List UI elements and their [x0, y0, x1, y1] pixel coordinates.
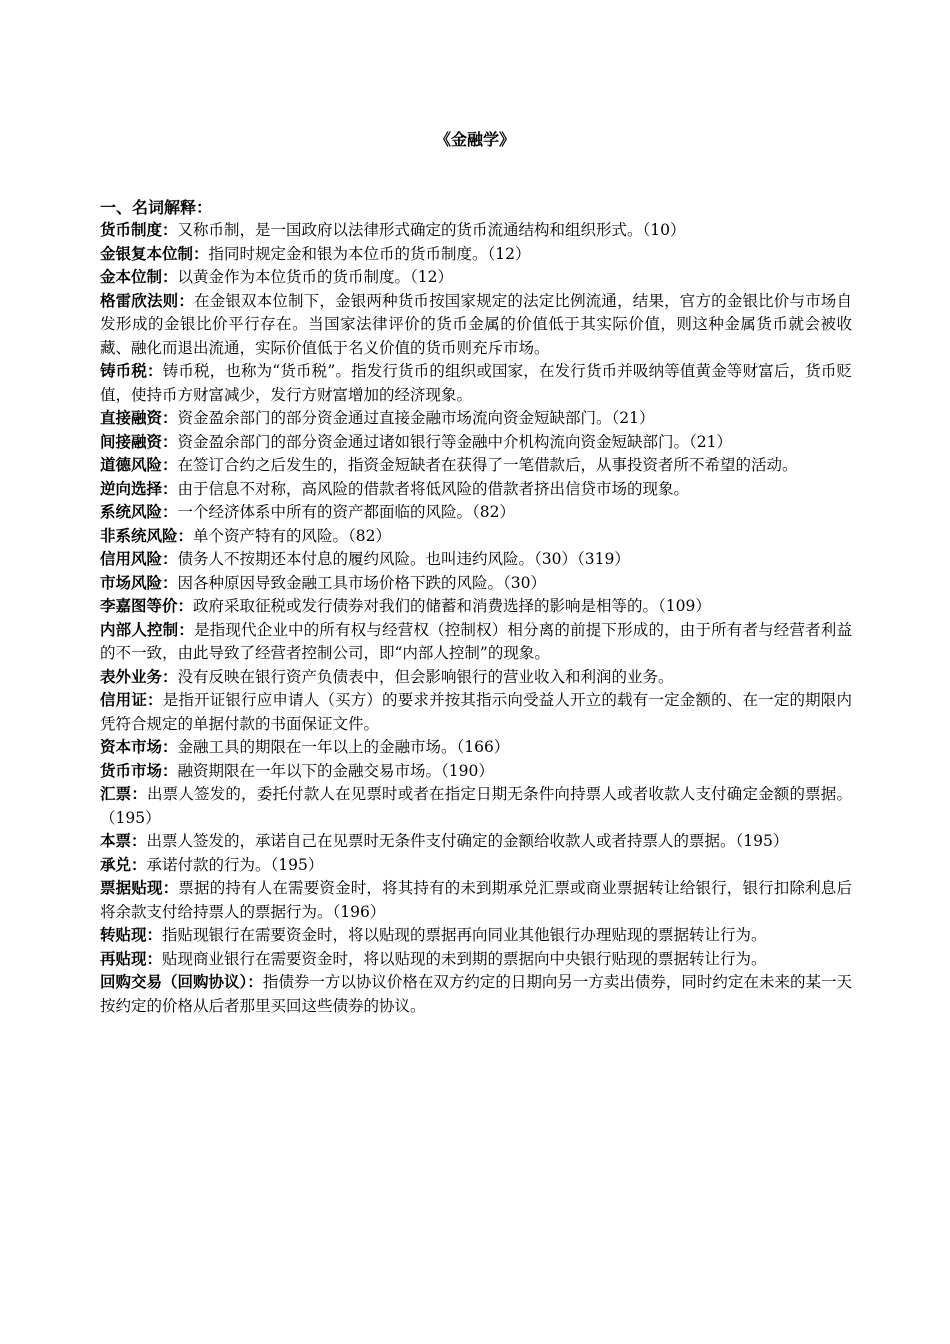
glossary-entry: [100, 548, 852, 572]
glossary-list: [100, 219, 852, 1018]
glossary-separator: ：: [146, 926, 163, 944]
glossary-separator: ：: [162, 667, 178, 686]
glossary-separator: ：: [162, 268, 178, 286]
glossary-term: 格雷欣法则: [100, 291, 179, 310]
glossary-definition: 以黄金作为本位货币的货币制度。（12）: [177, 268, 454, 286]
glossary-definition: 融资期限在一年以下的金融交易市场。（190）: [177, 761, 494, 780]
section-heading: 一、名词解释：: [100, 198, 213, 217]
glossary-definition: 在签订合约之后发生的，指资金短缺者在获得了一笔借款后，从事投资者所不希望的活动。: [177, 456, 798, 474]
glossary-separator: ：: [162, 409, 178, 427]
glossary-term: 信用风险: [100, 550, 163, 568]
glossary-term: 资本市场: [100, 738, 163, 756]
glossary-term: 汇票: [100, 785, 132, 803]
glossary-term: 货币制度: [100, 221, 163, 239]
glossary-entry: [100, 736, 852, 760]
glossary-separator: ：: [131, 832, 147, 850]
glossary-separator: ：: [162, 432, 178, 451]
glossary-entry: [100, 478, 852, 502]
glossary-entry: [100, 619, 852, 666]
glossary-term: 道德风险: [100, 456, 163, 474]
glossary-separator: ：: [162, 573, 178, 592]
glossary-definition: 指贴现银行在需要资金时，将以贴现的票据再向同业其他银行办理贴现的票据转让行为。: [162, 926, 767, 944]
glossary-definition: 一个经济体系中所有的资产都面临的风险。（82）: [177, 503, 516, 521]
glossary-definition: 资金盈余部门的部分资金通过直接金融市场流向资金短缺部门。（21）: [177, 409, 655, 427]
glossary-entry: [100, 830, 852, 854]
glossary-term: 内部人控制: [100, 620, 179, 639]
glossary-term: 李嘉图等价: [100, 597, 178, 615]
glossary-entry: [100, 219, 852, 243]
glossary-term: 货币市场: [100, 761, 163, 780]
glossary-term: 非系统风险: [100, 526, 178, 545]
glossary-separator: ：: [193, 244, 209, 263]
glossary-term: 直接融资: [100, 409, 163, 427]
document-title: 《金融学》: [434, 130, 515, 149]
glossary-entry: [100, 407, 852, 431]
glossary-term: 转贴现: [100, 926, 147, 944]
glossary-definition: 没有反映在银行资产负债表中，但会影响银行的营业收入和利润的业务。: [177, 667, 674, 686]
glossary-term: 承兑: [100, 855, 132, 874]
glossary-separator: ：: [177, 597, 194, 615]
glossary-entry: [100, 666, 852, 690]
glossary-entry: [100, 501, 852, 525]
glossary-term: 铸币税: [100, 362, 147, 380]
glossary-separator: ：: [162, 550, 178, 568]
glossary-definition: 指同时规定金和银为本位币的货币制度。（12）: [208, 244, 531, 263]
glossary-term: 市场风险: [100, 573, 163, 592]
glossary-entry: [100, 572, 852, 596]
glossary-separator: ：: [131, 785, 148, 803]
glossary-definition: 出票人签发的，委托付款人在见票时或者在指定日期无条件向持票人或者收款人支付确定金额的票据。（195）: [100, 785, 852, 827]
glossary-separator: ：: [162, 503, 178, 521]
glossary-separator: ：: [131, 855, 147, 874]
glossary-definition: 金融工具的期限在一年以上的金融市场。（166）: [177, 738, 510, 756]
glossary-entry: [100, 760, 852, 784]
glossary-term: 本票: [100, 832, 132, 850]
glossary-definition: 票据的持有人在需要资金时，将其持有的未到期承兑汇票或商业票据转让给银行，银行扣除利息后将余款支付给持票人的票据行为。（196）: [100, 879, 852, 921]
glossary-entry: [100, 971, 852, 1018]
glossary-entry: [100, 689, 852, 736]
glossary-separator: ：: [162, 879, 179, 897]
glossary-definition: 贴现商业银行在需要资金时，将以贴现的未到期的票据向中央银行贴现的票据转让行为。: [162, 949, 767, 968]
glossary-entry: [100, 266, 852, 290]
glossary-term: 再贴现: [100, 949, 147, 968]
glossary-definition: 指债券一方以协议价格在双方约定的日期向另一方卖出债券，同时约定在未来的某一天按约定的价格从后者那里买回这些债券的协议。: [100, 973, 852, 1015]
glossary-separator: ：: [177, 526, 194, 545]
glossary-term: 金银复本位制: [100, 244, 194, 263]
glossary-entry: [100, 290, 852, 361]
glossary-term: 系统风险: [100, 503, 163, 521]
glossary-term: 逆向选择: [100, 479, 163, 498]
glossary-definition: 又称币制，是一国政府以法律形式确定的货币流通结构和组织形式。（10）: [177, 221, 686, 239]
glossary-separator: ：: [178, 291, 195, 310]
glossary-separator: ：: [146, 949, 163, 968]
glossary-definition: 是指开证银行应申请人（买方）的要求并按其指示向受益人开立的载有一定金额的、在一定的期限内凭符合规定的单据付款的书面保证文件。: [100, 691, 852, 733]
glossary-definition: 由于信息不对称，高风险的借款者将低风险的借款者挤出信贷市场的现象。: [177, 479, 690, 498]
glossary-term: 回购交易（回购协议）: [100, 973, 248, 991]
glossary-separator: ：: [178, 620, 195, 639]
glossary-entry: [100, 360, 852, 407]
glossary-definition: 债务人不按期还本付息的履约风险。也叫违约风险。（30）（319）: [177, 550, 630, 568]
glossary-entry: [100, 243, 852, 267]
glossary-entry: [100, 948, 852, 972]
glossary-definition: 承诺付款的行为。（195）: [146, 855, 324, 874]
glossary-entry: [100, 525, 852, 549]
glossary-definition: 铸币税，也称为“货币税”。指发行货币的组织或国家，在发行货币并吸纳等值黄金等财富后，货币贬值，使持币方财富减少，发行方财富增加的经济现象。: [100, 362, 852, 404]
glossary-term: 信用证: [100, 691, 148, 709]
glossary-definition: 出票人签发的，承诺自己在见票时无条件支付确定的金额给收款人或者持票人的票据。（195）: [146, 832, 789, 850]
glossary-entry: [100, 783, 852, 830]
glossary-separator: ：: [162, 221, 178, 239]
glossary-separator: ：: [162, 738, 178, 756]
glossary-entry: [100, 924, 852, 948]
glossary-definition: 单个资产特有的风险。（82）: [193, 526, 392, 545]
glossary-separator: ：: [162, 761, 178, 780]
glossary-separator: ：: [247, 973, 263, 991]
glossary-definition: 资金盈余部门的部分资金通过诸如银行等金融中介机构流向资金短缺部门。（21）: [177, 432, 733, 451]
glossary-definition: 因各种原因导致金融工具市场价格下跌的风险。（30）: [177, 573, 547, 592]
glossary-separator: ：: [147, 691, 163, 709]
glossary-term: 金本位制: [100, 268, 163, 286]
glossary-entry: [100, 595, 852, 619]
glossary-definition: 在金银双本位制下，金银两种货币按国家规定的法定比例流通，结果，官方的金银比价与市场自发形成的金银比价平行存在。当国家法律评价的货币金属的价值低于其实际价值，则这种金属货币就会被收藏、融化而退出流通，实际价值低于名义价值的货币则充斥市场。: [100, 291, 852, 357]
glossary-separator: ：: [162, 456, 178, 474]
glossary-separator: ：: [162, 479, 178, 498]
glossary-entry: [100, 431, 852, 455]
glossary-definition: 政府采取征税或发行债券对我们的储蓄和消费选择的影响是相等的。（109）: [193, 597, 711, 615]
glossary-entry: [100, 854, 852, 878]
glossary-term: 表外业务: [100, 667, 163, 686]
glossary-term: 票据贴现: [100, 879, 163, 897]
glossary-entry: [100, 877, 852, 924]
glossary-separator: ：: [146, 362, 163, 380]
glossary-term: 间接融资: [100, 432, 163, 451]
glossary-definition: 是指现代企业中的所有权与经营权（控制权）相分离的前提下形成的，由于所有者与经营者利益的不一致，由此导致了经营者控制公司，即“内部人控制”的现象。: [100, 620, 852, 662]
glossary-entry: [100, 454, 852, 478]
